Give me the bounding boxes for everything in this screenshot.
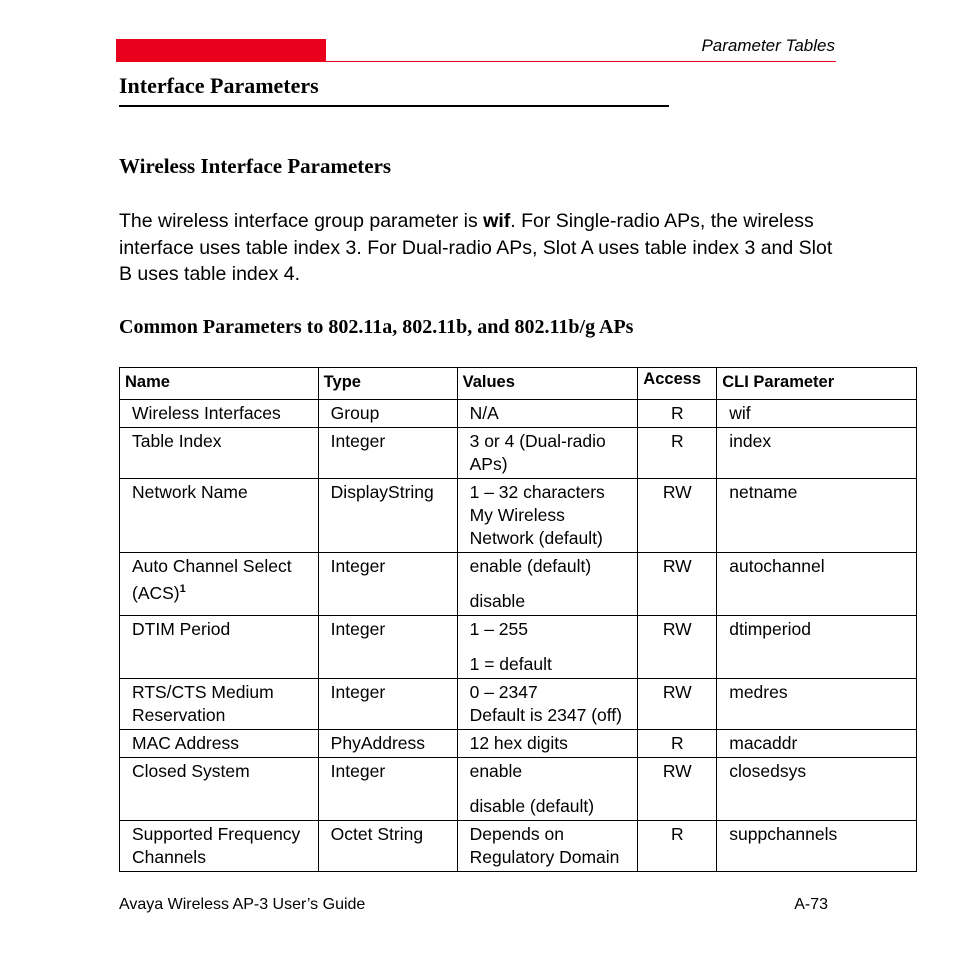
cell-name-text: Wireless Interfaces	[132, 403, 281, 423]
cell-access: R	[638, 821, 717, 872]
cell-cli-parameter: index	[717, 428, 917, 479]
cell-values	[457, 400, 638, 428]
header-accent-bar	[116, 39, 326, 61]
table-row	[120, 821, 917, 872]
cell-type: PhyAddress	[318, 730, 457, 758]
cell-type: Integer	[318, 616, 457, 679]
intro-text-1: The wireless interface group parameter is	[119, 210, 484, 232]
cell-access: RW	[638, 679, 717, 730]
value-line: N/A	[469, 403, 499, 423]
parameter-table	[119, 367, 917, 872]
cell-values	[457, 428, 638, 479]
table-row	[120, 400, 917, 428]
cell-name	[120, 553, 319, 616]
cell-name-text: RTS/CTS Medium Reservation	[132, 682, 274, 725]
cell-name	[120, 821, 319, 872]
header-rule	[116, 61, 836, 62]
cell-cli-parameter: closedsys	[717, 758, 917, 821]
table-row	[120, 479, 917, 553]
cell-cli-parameter: dtimperiod	[717, 616, 917, 679]
cell-type: Integer	[318, 553, 457, 616]
column-header-values: Values	[457, 368, 638, 400]
cell-values	[457, 479, 638, 553]
cell-type: Integer	[318, 679, 457, 730]
cell-cli-parameter: suppchannels	[717, 821, 917, 872]
cell-name	[120, 758, 319, 821]
cell-name	[120, 679, 319, 730]
footer-title: Avaya Wireless AP-3 User’s Guide	[119, 896, 366, 913]
cell-name-text: DTIM Period	[132, 619, 231, 639]
cell-values	[457, 553, 638, 616]
footnote-marker: 1	[179, 583, 186, 595]
value-line: 1 – 32 characters	[469, 482, 605, 502]
value-line: 1 = default	[469, 654, 552, 674]
cell-access: R	[638, 730, 717, 758]
table-row	[120, 428, 917, 479]
column-header-type: Type	[318, 368, 457, 400]
cell-cli-parameter: medres	[717, 679, 917, 730]
running-header: Parameter Tables	[701, 36, 835, 55]
table-row	[120, 616, 917, 679]
table-header-row	[120, 368, 917, 400]
value-line: disable (default)	[469, 796, 595, 816]
cell-name	[120, 479, 319, 553]
value-line: enable	[469, 761, 523, 781]
value-line: disable	[469, 591, 526, 611]
cell-name-text: Auto Channel Select (ACS)	[132, 556, 292, 603]
intro-text-2: . For Single-radio APs, the wireless interface uses table index 3. For Dual-radio APs, Slot A uses table index 3 and Slot B uses table index 4.	[119, 210, 833, 285]
cell-type: Integer	[318, 428, 457, 479]
cell-access: RW	[638, 479, 717, 553]
value-line: Depends on Regulatory Domain	[469, 824, 620, 867]
column-header-cli: CLI Parameter	[717, 368, 917, 400]
table-heading: Common Parameters to 802.11a, 802.11b, and 802.11b/g APs	[119, 316, 634, 338]
section-heading: Interface Parameters	[119, 73, 319, 98]
cell-type: DisplayString	[318, 479, 457, 553]
cell-cli-parameter: wif	[717, 400, 917, 428]
page-number: A-73	[794, 896, 828, 913]
cell-values	[457, 730, 638, 758]
intro-paragraph	[119, 208, 839, 288]
cell-values	[457, 616, 638, 679]
table-row	[120, 758, 917, 821]
cell-values	[457, 758, 638, 821]
cell-type: Integer	[318, 758, 457, 821]
cell-cli-parameter: macaddr	[717, 730, 917, 758]
cell-values	[457, 679, 638, 730]
cell-cli-parameter: autochannel	[717, 553, 917, 616]
subsection-heading: Wireless Interface Parameters	[119, 154, 392, 178]
cell-values	[457, 821, 638, 872]
cell-name-text: Supported Frequency Channels	[132, 824, 301, 867]
value-line: 12 hex digits	[469, 733, 568, 753]
cell-access: RW	[638, 758, 717, 821]
cell-cli-parameter: netname	[717, 479, 917, 553]
table-row	[120, 679, 917, 730]
cell-name	[120, 400, 319, 428]
cell-name	[120, 428, 319, 479]
cell-access: R	[638, 400, 717, 428]
column-header-access: Access	[638, 368, 717, 400]
intro-bold-term: wif	[483, 210, 511, 232]
table-body	[120, 400, 917, 872]
cell-type: Group	[318, 400, 457, 428]
value-line: My Wireless Network (default)	[469, 505, 603, 548]
table-row	[120, 730, 917, 758]
value-line: Default is 2347 (off)	[469, 705, 622, 725]
value-line: enable (default)	[469, 556, 592, 576]
column-header-name: Name	[120, 368, 319, 400]
value-line: 3 or 4 (Dual-radio APs)	[469, 431, 606, 474]
cell-name	[120, 616, 319, 679]
cell-access: R	[638, 428, 717, 479]
cell-access: RW	[638, 553, 717, 616]
cell-name-text: Network Name	[132, 482, 248, 502]
cell-access: RW	[638, 616, 717, 679]
cell-type: Octet String	[318, 821, 457, 872]
table-row	[120, 553, 917, 616]
cell-name-text: Table Index	[132, 431, 222, 451]
value-line: 0 – 2347	[469, 682, 538, 702]
cell-name-text: MAC Address	[132, 733, 239, 753]
section-heading-rule	[119, 105, 669, 107]
cell-name-text: Closed System	[132, 761, 250, 781]
cell-name	[120, 730, 319, 758]
value-line: 1 – 255	[469, 619, 528, 639]
